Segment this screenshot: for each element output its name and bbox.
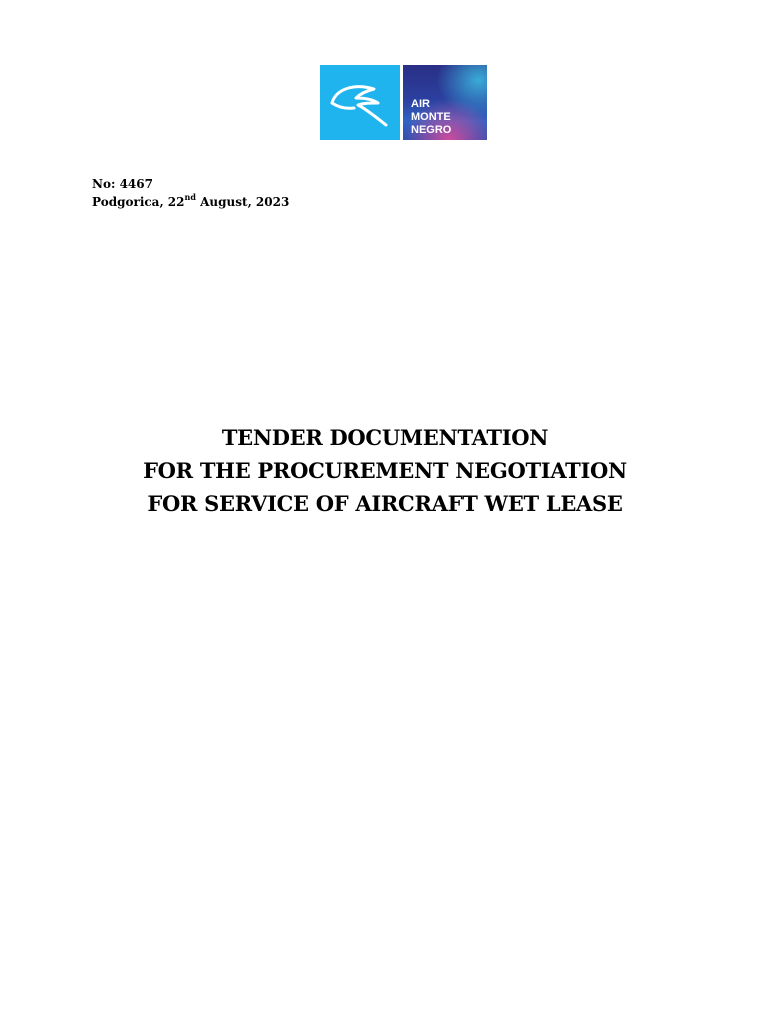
document-number: No: 4467 [92,177,153,191]
title-line-1: TENDER DOCUMENTATION [221,425,549,450]
wordmark-line-monte: MONTE [411,111,451,123]
wordmark-line-negro: NEGRO [411,124,452,136]
wordmark-graphic [403,65,487,140]
date-rest: August, 2023 [195,195,290,209]
document-title [0,421,770,520]
reference-block [92,175,289,211]
air-montenegro-logo [320,65,487,140]
eagle-emblem [320,65,400,140]
title-line-3: FOR SERVICE OF AIRCRAFT WET LEASE [147,491,623,516]
date-ordinal-suffix: nd [184,192,196,202]
title-line-2: FOR THE PROCUREMENT NEGOTIATION [143,458,627,483]
date-prefix: Podgorica, 22 [92,195,185,209]
wordmark-panel [403,65,487,140]
wordmark-line-air: AIR [411,98,430,110]
place-date [92,193,289,211]
eagle-icon [320,65,400,140]
